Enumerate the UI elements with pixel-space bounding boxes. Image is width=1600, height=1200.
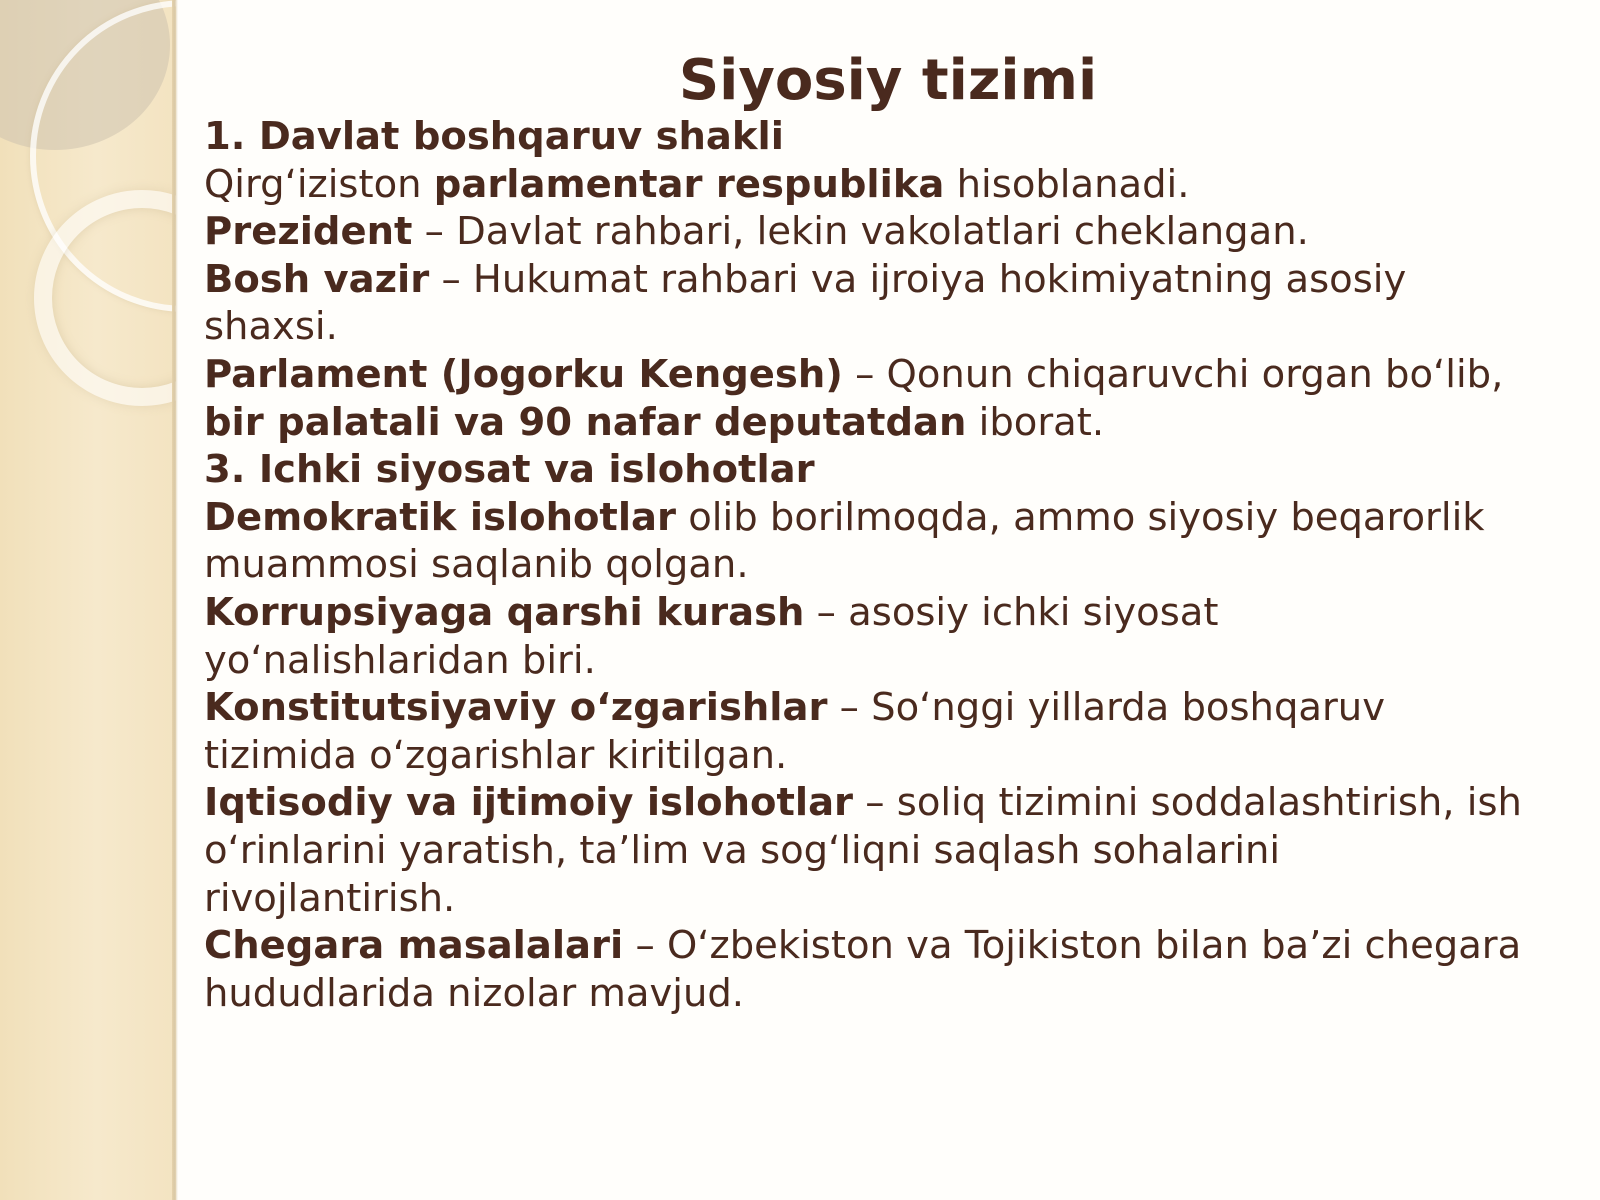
- paragraph-economic-reforms: Iqtisodiy va ijtimoiy islohotlar – soliq tizimini soddalashtirish, ish o‘rinlarini yaratish, ta’lim va sog‘liqni saqlash sohalarini rivojlantirish.: [204, 780, 1522, 921]
- side-panel-edge: [172, 0, 178, 1200]
- paragraph-border-issues: Chegara masalalari – O‘zbekiston va Tojikiston bilan ba’zi chegara hududlarida nizolar mavjud.: [204, 923, 1522, 1016]
- paragraph-government-form: Qirg‘iziston parlamentar respublika hisoblanadi.: [204, 161, 1190, 207]
- slide-title: Siyosiy tizimi: [678, 48, 1098, 113]
- section-heading-3: 3. Ichki siyosat va islohotlar: [204, 447, 815, 493]
- decorative-side-panel: [0, 0, 176, 1200]
- paragraph-president: Prezident – Davlat rahbari, lekin vakolatlari cheklangan.: [204, 209, 1309, 255]
- section-heading-1: 1. Davlat boshqaruv shakli: [204, 114, 784, 159]
- paragraph-prime-minister: Bosh vazir – Hukumat rahbari va ijroiya hokimiyatning asosiy shaxsi.: [204, 256, 1407, 350]
- paragraph-parliament: Parlament (Jogorku Kengesh) – Qonun chiqaruvchi organ bo‘lib, bir palatali va 90 nafar deputatdan iborat.: [204, 351, 1504, 445]
- paragraph-democratic-reforms: Demokratik islohotlar olib borilmoqda, ammo siyosiy beqarorlik muammosi saqlanib qolgan.: [204, 494, 1485, 588]
- slide-body: [204, 113, 1534, 1017]
- paragraph-constitutional-changes: Konstitutsiyaviy o‘zgarishlar – So‘nggi yillarda boshqaruv tizimida o‘zgarishlar kiritilgan.: [204, 685, 1385, 778]
- paragraph-anti-corruption: Korrupsiyaga qarshi kurash – asosiy ichki siyosat yo‘nalishlaridan biri.: [204, 589, 1219, 683]
